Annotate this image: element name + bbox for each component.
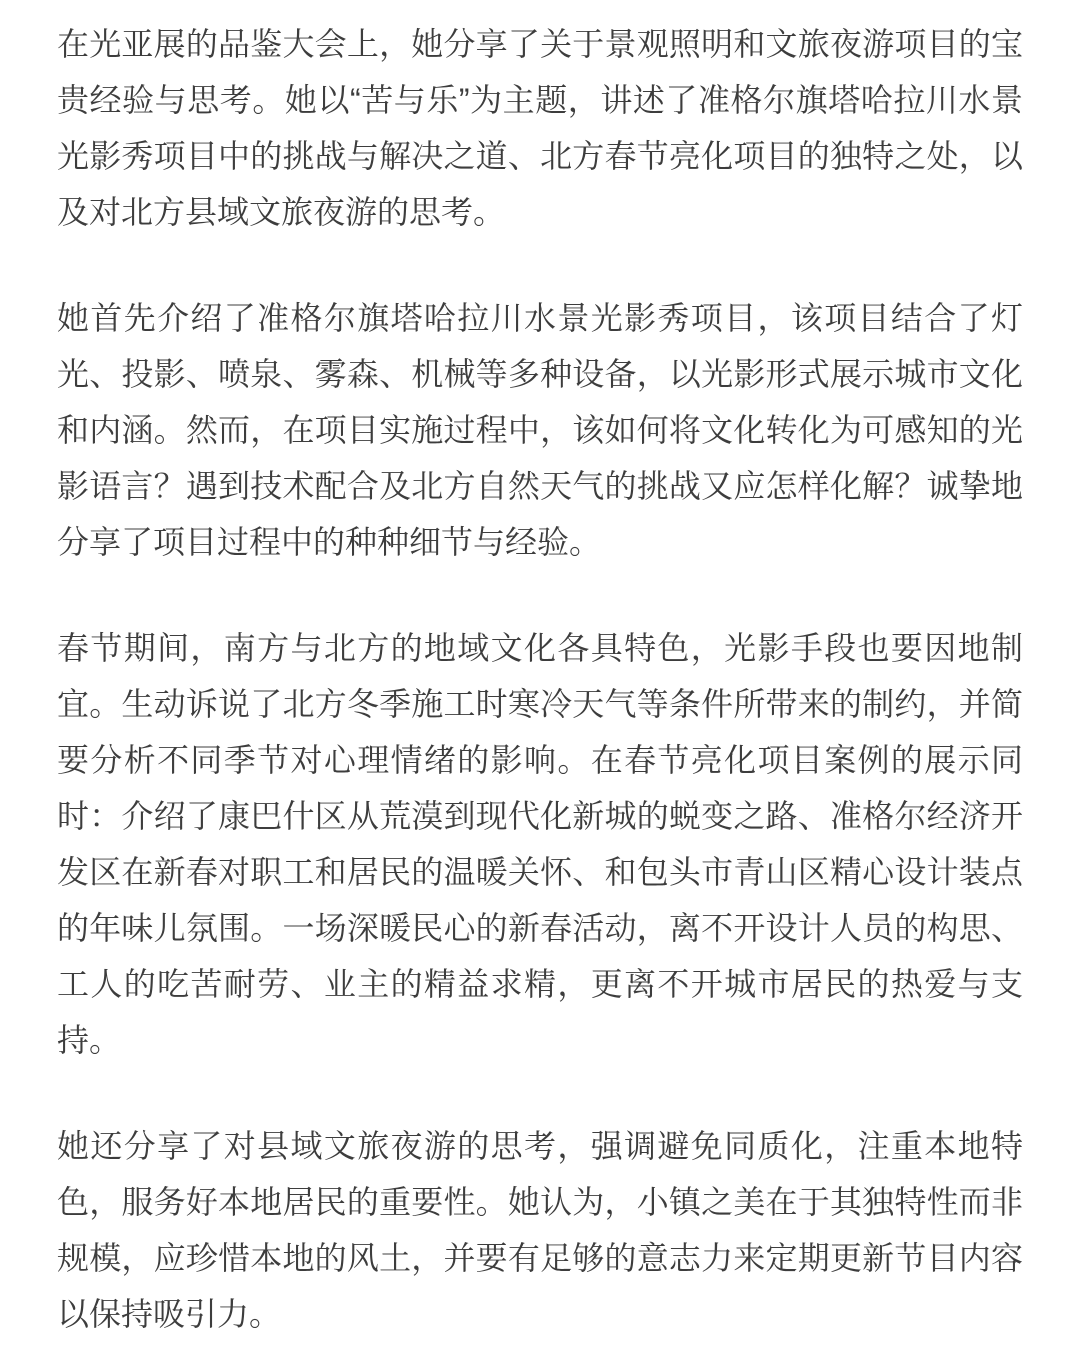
paragraph-intro: 在光亚展的品鉴大会上，她分享了关于景观照明和文旅夜游项目的宝贵经验与思考。她以“苦与乐”为主题，讲述了准格尔旗塔哈拉川水景光影秀项目中的挑战与解决之道、北方春节亮化项目的独特之处，以及对北方县域文旅夜游的思考。 xyxy=(57,26,1023,230)
paragraph-spring-festival-lighting: 春节期间，南方与北方的地域文化各具特色，光影手段也要因地制宜。生动诉说了北方冬季施工时寒冷天气等条件所带来的制约，并简要分析不同季节对心理情绪的影响。在春节亮化项目案例的展示同时：介绍了康巴什区从荒漠到现代化新城的蜕变之路、准格尔经济开发区在新春对职工和居民的温暖关怀、和包头市青山区精心设计装点的年味儿氛围。一场深暖民心的新春活动，离不开设计人员的构思、工人的吃苦耐劳、业主的精益求精，更离不开城市居民的热爱与支持。 xyxy=(57,630,1023,1058)
paragraph-county-night-tourism: 她还分享了对县域文旅夜游的思考，强调避免同质化，注重本地特色，服务好本地居民的重要性。她认为，小镇之美在于其独特性而非规模，应珍惜本地的风土，并要有足够的意志力来定期更新节目内容以保持吸引力。 xyxy=(57,1128,1023,1332)
paragraph-water-light-show: 她首先介绍了准格尔旗塔哈拉川水景光影秀项目，该项目结合了灯光、投影、喷泉、雾森、机械等多种设备，以光影形式展示城市文化和内涵。然而，在项目实施过程中，该如何将文化转化为可感知的光影语言？遇到技术配合及北方自然天气的挑战又应怎样化解？诚挚地分享了项目过程中的种种细节与经验。 xyxy=(57,300,1023,560)
